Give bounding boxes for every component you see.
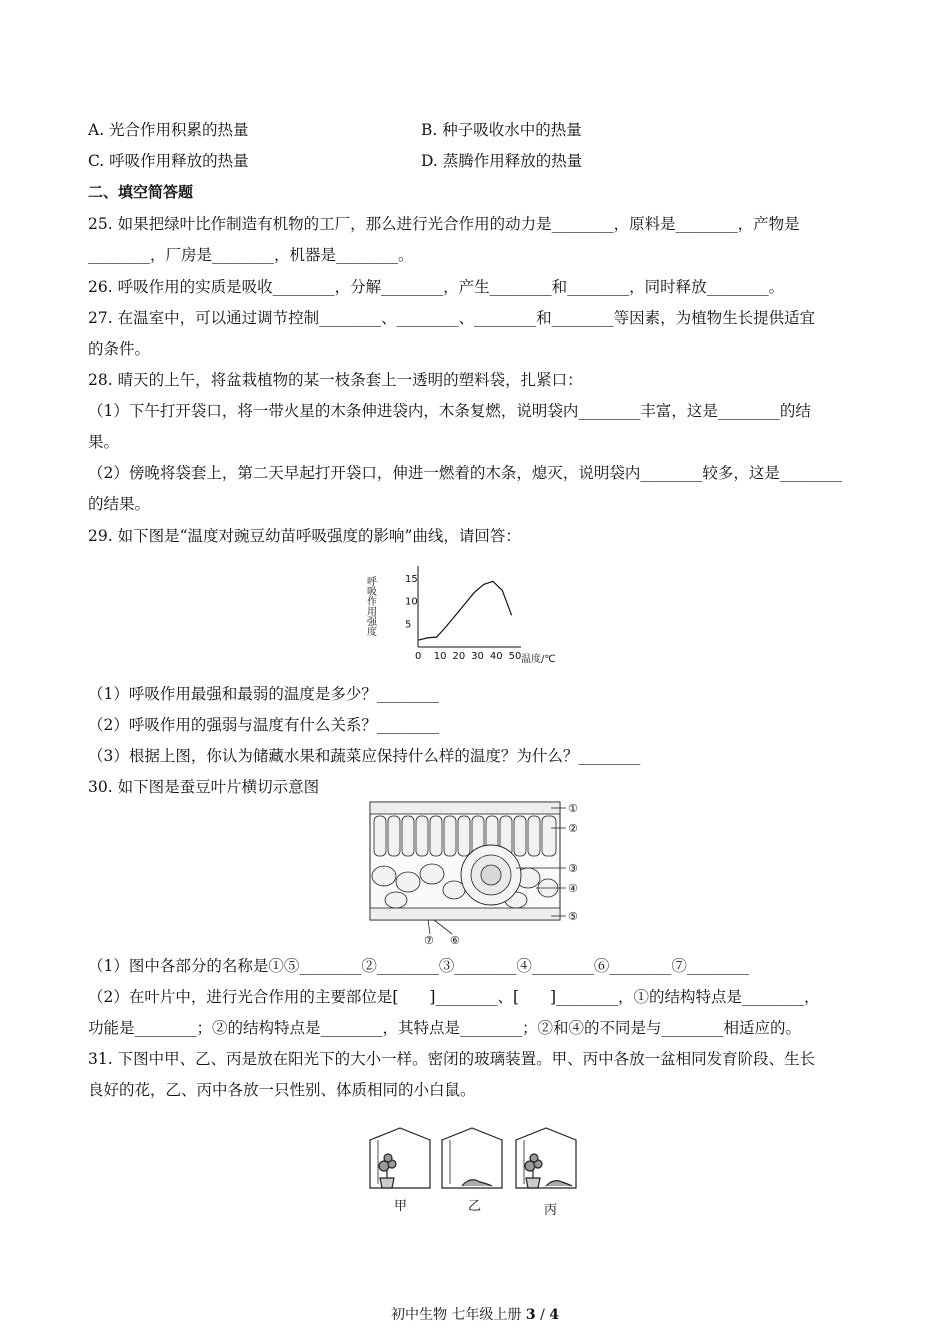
leaf-cross-section-diagram bbox=[366, 800, 588, 950]
label-6: ⑥ bbox=[450, 934, 460, 947]
q28-p2-line1: （2）傍晚将袋套上，第二天早起打开袋口，伸进一燃着的木条，熄灭，说明袋内________较多，这是________ bbox=[88, 464, 842, 482]
respiration-curve bbox=[418, 581, 512, 640]
q28-p2-line2: 的结果。 bbox=[88, 495, 151, 513]
q28-p1-line2: 果。 bbox=[88, 433, 120, 451]
label-2: ② bbox=[568, 822, 578, 835]
container-jia bbox=[370, 1128, 430, 1188]
glass-containers-diagram bbox=[366, 1126, 588, 1222]
option-d: D. 蒸腾作用释放的热量 bbox=[421, 152, 583, 170]
q25-line1: 25. 如果把绿叶比作制造有机物的工厂，那么进行光合作用的动力是________，原料是________，产物是 bbox=[88, 215, 800, 233]
q31-line2: 良好的花，乙、丙中各放一只性别、体质相同的小白鼠。 bbox=[88, 1081, 476, 1099]
page-footer bbox=[0, 1304, 950, 1324]
q29-p2: （2）呼吸作用的强弱与温度有什么关系？________ bbox=[88, 716, 439, 734]
footer-sep: / bbox=[535, 1307, 550, 1323]
y-tick-label: 15 bbox=[405, 574, 418, 586]
option-c: C. 呼吸作用释放的热量 bbox=[88, 152, 249, 170]
q30-p1: （1）图中各部分的名称是①⑤________②________③________④________⑥________⑦________ bbox=[88, 957, 749, 975]
x-tick-label: 30 bbox=[471, 651, 484, 662]
container-yi bbox=[442, 1128, 502, 1188]
label-bing: 丙 bbox=[544, 1203, 558, 1218]
q29-stem: 29. 如下图是“温度对豌豆幼苗呼吸强度的影响”曲线，请回答： bbox=[88, 527, 521, 545]
footer-text: 初中生物 七年级上册 bbox=[390, 1307, 526, 1323]
q31-line1: 31. 下图中甲、乙、丙是放在阳光下的大小一样。密闭的玻璃装置。甲、丙中各放一盆相同发育阶段、生长 bbox=[88, 1050, 816, 1068]
x-axis-label: 温度/℃ bbox=[521, 654, 556, 665]
q29-p1: （1）呼吸作用最强和最弱的温度是多少？________ bbox=[88, 685, 439, 703]
label-5: ⑤ bbox=[568, 910, 578, 923]
respiration-temperature-chart bbox=[366, 560, 576, 672]
y-axis-label: 呼吸作用强度 bbox=[364, 576, 376, 636]
label-4: ④ bbox=[568, 882, 578, 895]
y-tick-label: 10 bbox=[405, 596, 418, 608]
container-bing bbox=[516, 1128, 576, 1188]
q28-stem: 28. 晴天的上午，将盆栽植物的某一枝条套上一透明的塑料袋，扎紧口： bbox=[88, 371, 583, 389]
q25-line2: ________，厂房是________，机器是________。 bbox=[88, 246, 414, 264]
option-b: B. 种子吸收水中的热量 bbox=[421, 121, 582, 139]
q26: 26. 呼吸作用的实质是吸收________，分解________，产生________和________，同时释放________。 bbox=[88, 278, 785, 296]
x-tick-label: 20 bbox=[452, 651, 466, 662]
x-tick-label: 40 bbox=[489, 651, 503, 662]
x-tick-label: 50 bbox=[508, 651, 522, 662]
q29-p3: （3）根据上图，你认为储藏水果和蔬菜应保持什么样的温度？为什么？________ bbox=[88, 747, 641, 765]
q30-stem: 30. 如下图是蚕豆叶片横切示意图 bbox=[88, 778, 320, 796]
label-jia: 甲 bbox=[394, 1199, 408, 1214]
q30-p2-line2: 功能是________；②的结构特点是________，其特点是________；②和④的不同是与________相适应的。 bbox=[88, 1019, 802, 1037]
y-tick-label: 5 bbox=[405, 619, 412, 631]
q27-line1: 27. 在温室中，可以通过调节控制________、________、________和________等因素，为植物生长提供适宜 bbox=[88, 309, 816, 327]
q27-line2: 的条件。 bbox=[88, 340, 151, 358]
q28-p1-line1: （1）下午打开袋口，将一带火星的木条伸进袋内，木条复燃，说明袋内________丰富，这是________的结 bbox=[88, 402, 811, 420]
q30-p2-line1: （2）在叶片中，进行光合作用的主要部位是[ ]________、[ ]________，①的结构特点是________， bbox=[88, 988, 820, 1006]
label-3: ③ bbox=[568, 862, 578, 875]
section-title: 二、填空简答题 bbox=[88, 183, 194, 201]
footer-total: 4 bbox=[549, 1307, 560, 1323]
label-yi: 乙 bbox=[468, 1199, 482, 1214]
option-a: A. 光合作用积累的热量 bbox=[88, 121, 249, 139]
x-tick-label: 10 bbox=[433, 651, 447, 662]
x-tick-label: 0 bbox=[415, 651, 422, 662]
footer-page: 3 bbox=[525, 1307, 536, 1323]
label-1: ① bbox=[568, 802, 578, 815]
label-7: ⑦ bbox=[424, 934, 434, 947]
